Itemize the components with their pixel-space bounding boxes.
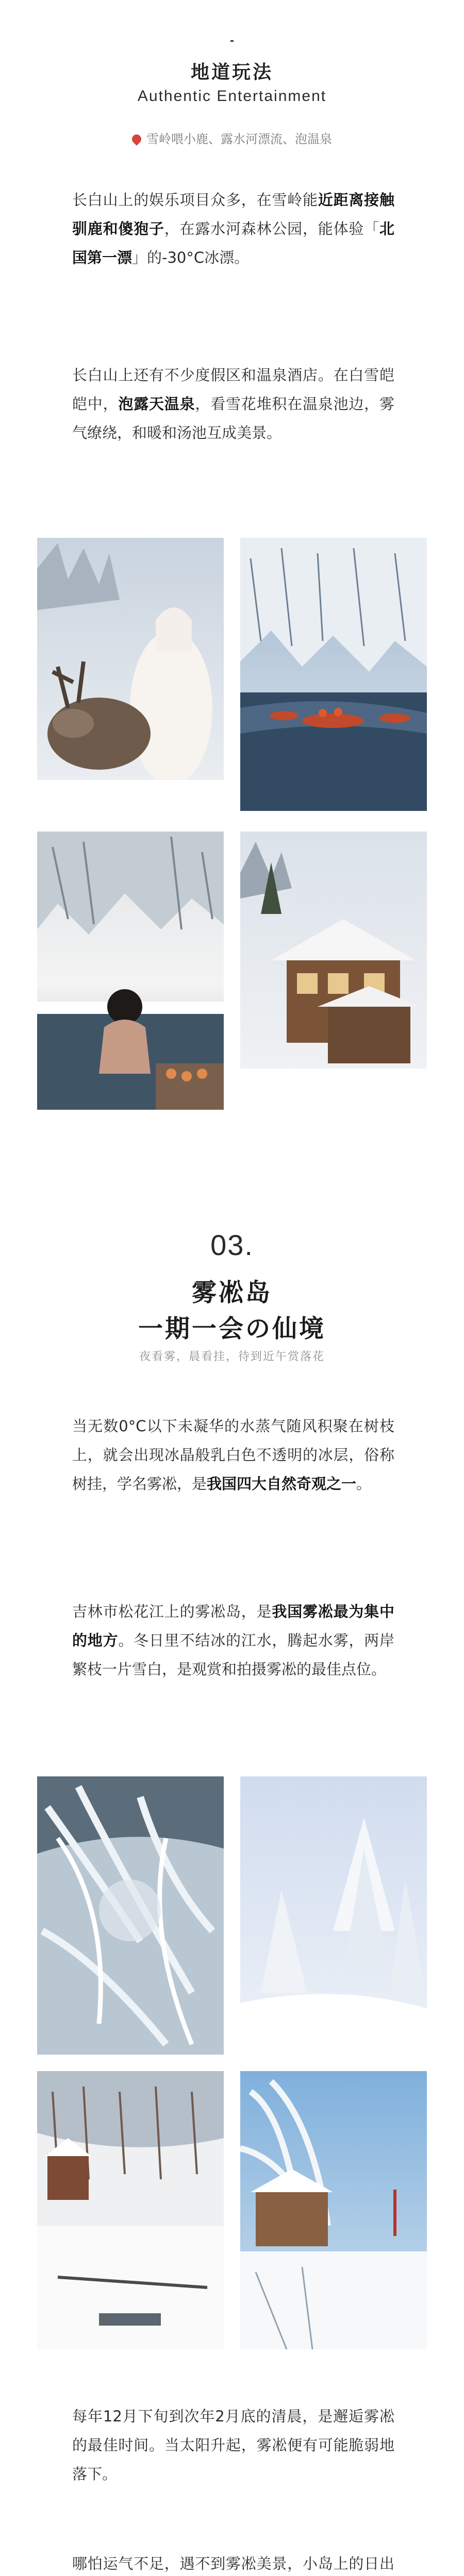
snowy-pines-photo xyxy=(240,1776,427,2055)
section-title: 地道玩法 xyxy=(190,62,273,83)
bold-text: 近距离接触驯鹿和傻狍子 xyxy=(72,191,394,238)
bold-text: 泡露天温泉 xyxy=(118,395,195,413)
section-subtitle: Authentic Entertainment xyxy=(137,88,327,105)
hot-spring-photo xyxy=(37,832,224,1110)
reindeer-photo xyxy=(37,538,224,811)
text-span: 」的-30°C冰漂。 xyxy=(132,249,250,266)
paragraph-sunrise: 哪怕运气不足，遇不到雾凇美景，小岛上的日出 xyxy=(72,2555,394,2572)
text-span: 长白山上还有不少度假区和温泉酒店。在白雪皑皑中， xyxy=(72,366,394,413)
top-divider-mark xyxy=(230,40,234,42)
section-title-line1: 雾凇岛 xyxy=(191,1278,272,1307)
river-rafting-photo xyxy=(240,538,427,811)
paragraph-rime-definition xyxy=(72,1412,394,1498)
text-span: 吉林市松花江上的雾凇岛，是 xyxy=(72,1603,272,1620)
paragraph-best-time: 每年12月下旬到次年2月底的清晨，是邂逅雾凇的最佳时间。当太阳升起，雾凇便有可能脆弱地落下。 xyxy=(72,2408,394,2483)
bold-text: 我国四大自然奇观之一 xyxy=(207,1475,357,1493)
snowy-village-photo xyxy=(37,2071,224,2349)
tagline-text: 雪岭喂小鹿、露水河漂流、泡温泉 xyxy=(146,132,332,146)
frosted-branches-photo xyxy=(37,1776,224,2055)
section-tagline: 夜看雾，晨看挂，待到近午赏落花 xyxy=(139,1350,325,1363)
section-title-line2: 一期一会の仙境 xyxy=(138,1314,326,1343)
paragraph-rime-island xyxy=(72,1597,394,1684)
text-span: 。 xyxy=(356,1475,372,1493)
pin-icon xyxy=(130,132,143,145)
text-span: ，在露水河森林公园，能体验「 xyxy=(164,220,379,238)
bold-text: 我国雾凇最为集中的地方 xyxy=(72,1603,394,1649)
text-span: 长白山上的娱乐项目众多，在雪岭能 xyxy=(72,191,318,209)
rime-house-photo xyxy=(240,2071,427,2349)
section-tagline xyxy=(0,129,464,147)
bold-text: 北国第一漂 xyxy=(72,220,394,266)
text-span: ，看雪花堆积在温泉池边，雾气缭绕，和暖和汤池互成美景。 xyxy=(72,395,394,442)
text-span: 当无数0°C以下未凝华的水蒸气随风积聚在树枝上，就会出现冰晶般乳白色不透明的冰层，俗称树挂，学名雾凇，是 xyxy=(72,1417,394,1493)
text-span: 。冬日里不结冰的江水，腾起水雾，两岸繁枝一片雪白，是观赏和拍摄雾凇的最佳点位。 xyxy=(72,1632,394,1678)
section-number: 03. xyxy=(210,1229,254,1261)
snow-cabin-photo xyxy=(240,832,427,1110)
paragraph-hot-spring xyxy=(72,361,394,447)
paragraph-activities xyxy=(72,185,394,272)
